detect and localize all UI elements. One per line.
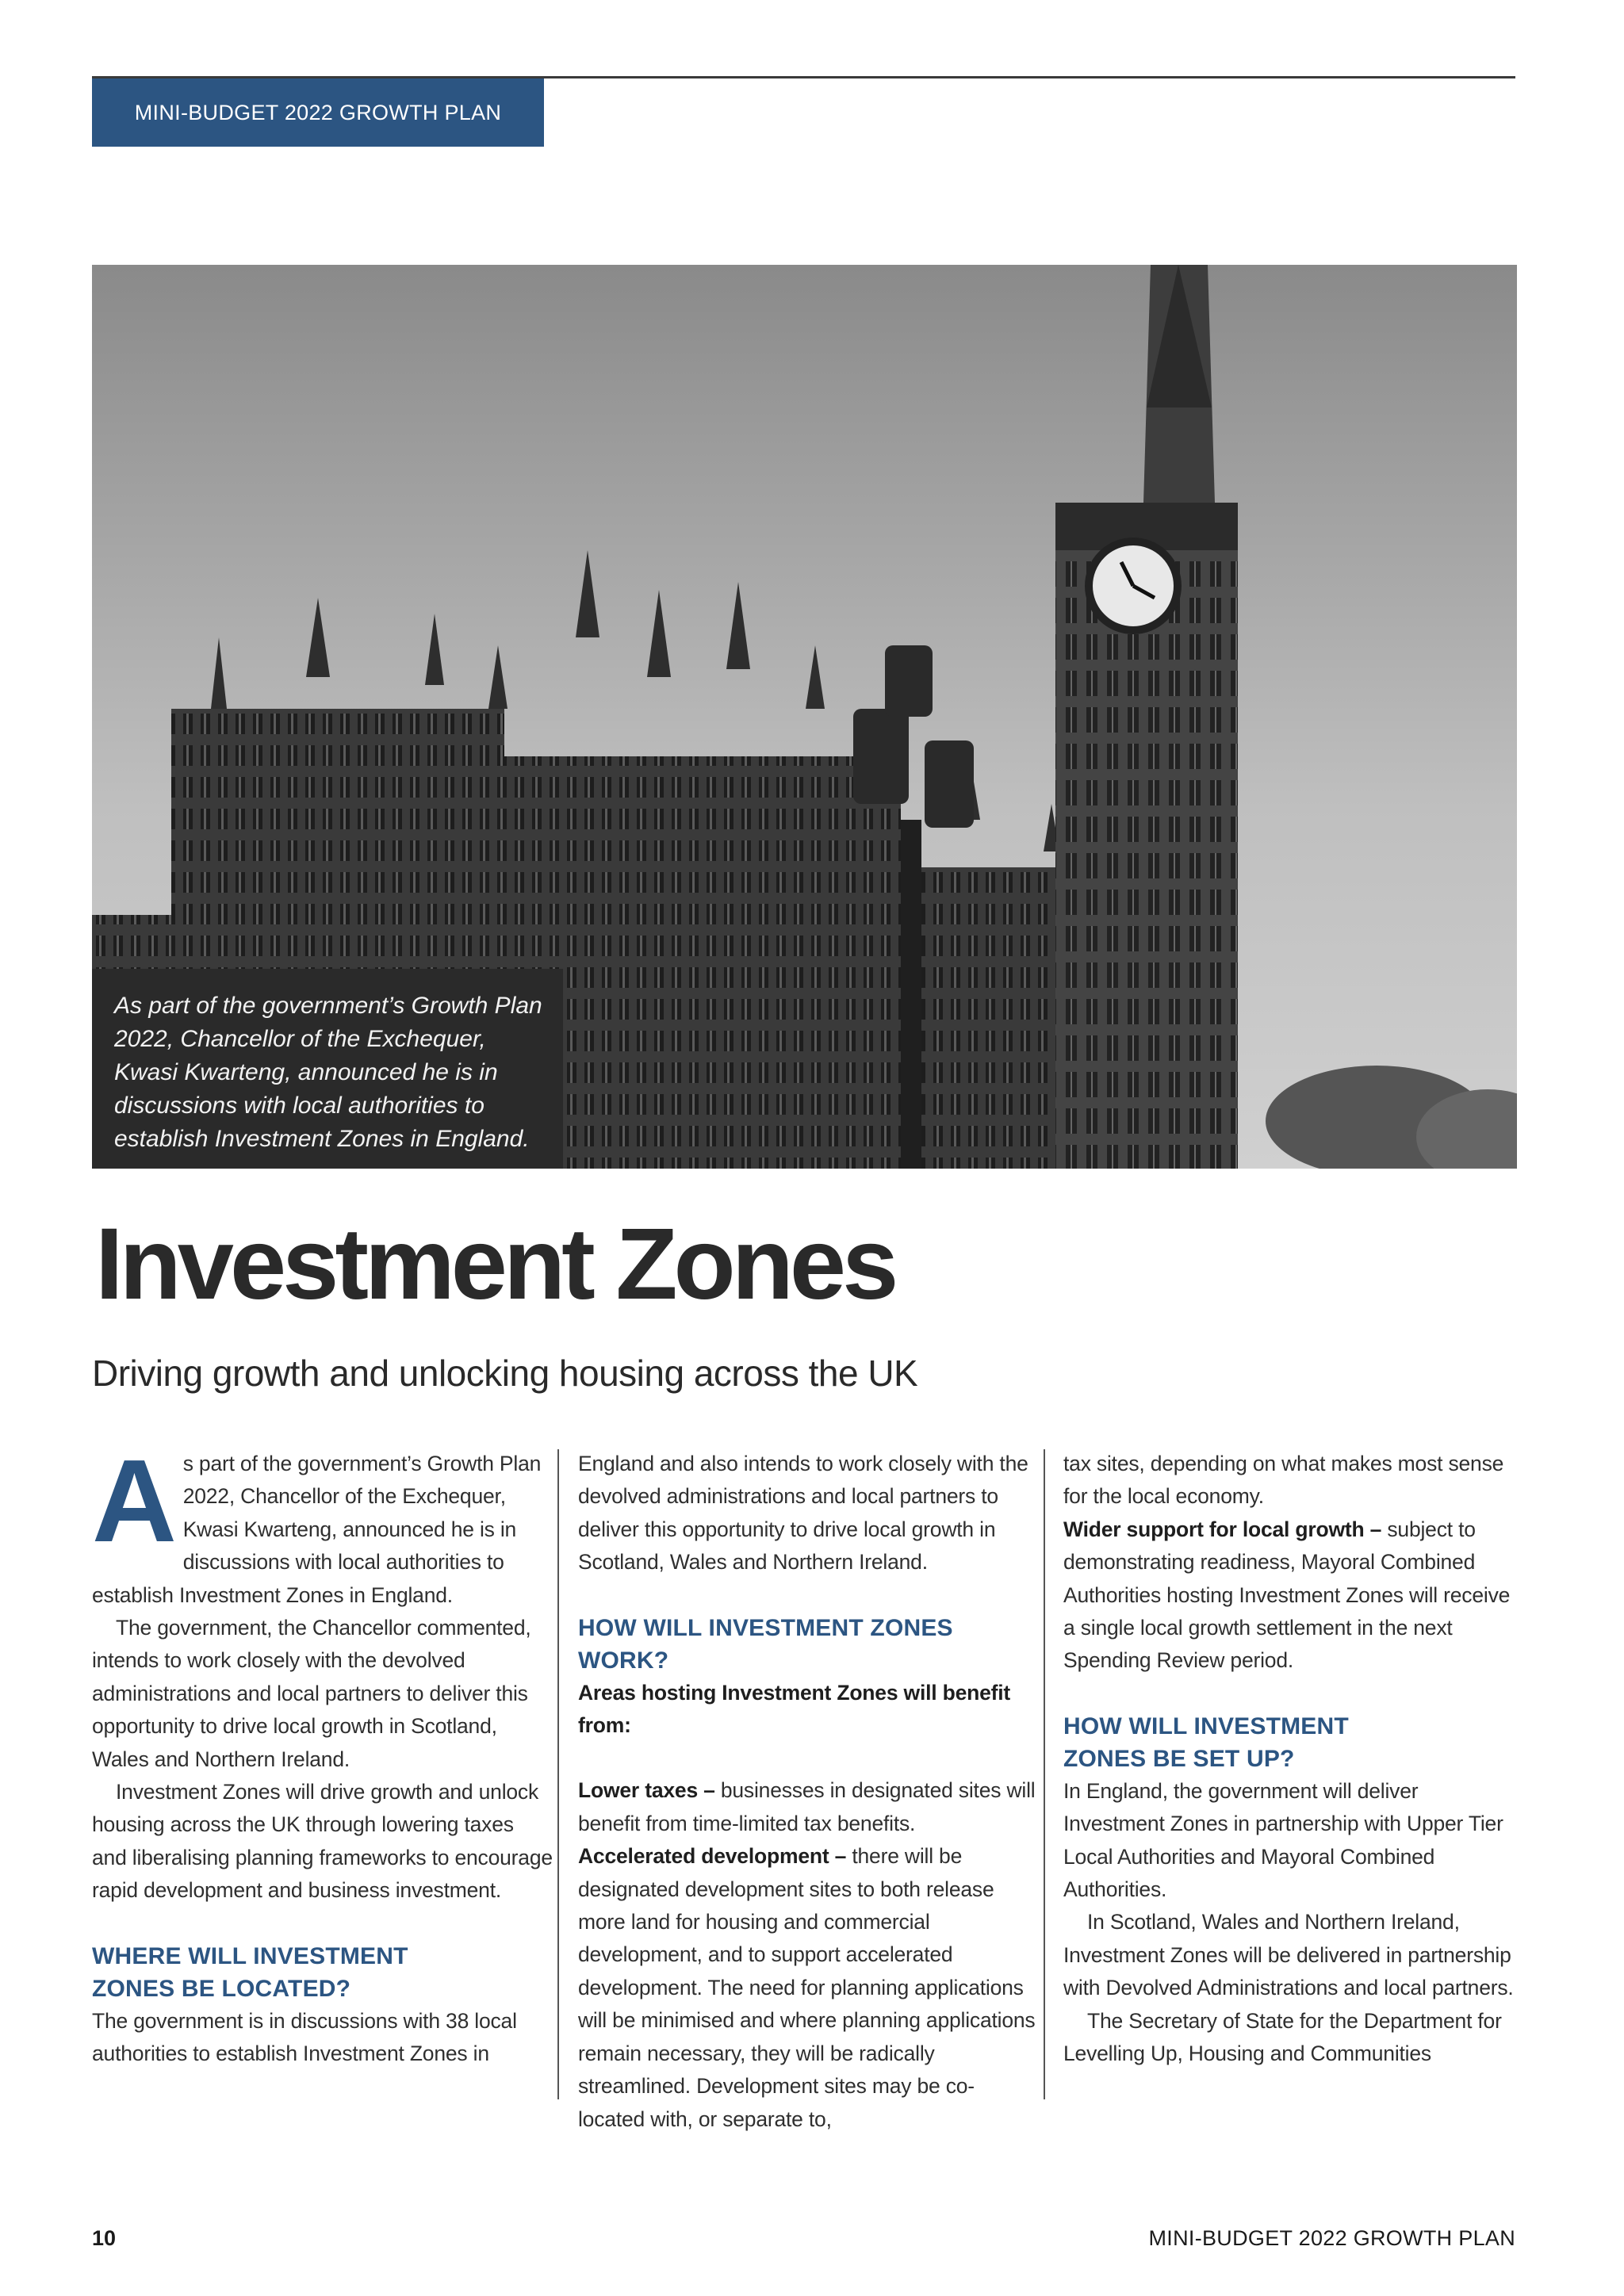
- accelerated-text: there will be designated development sites to both release more land for housing and commercial development, and to support accelerated development. The need for planning applications will be minimised and where planning applications remain necessary, they will be radically streamlined. Development sites may be co-located with, or separate to,: [578, 1844, 1036, 2131]
- column-2: [578, 1448, 1036, 2136]
- benefit-lower-taxes: [578, 1774, 1036, 1840]
- heading-where-located: [92, 1940, 553, 2005]
- lower-taxes-text: businesses in designated sites will benefit from time-limited tax benefits.: [578, 1778, 1036, 1835]
- lower-taxes-label: Lower taxes –: [578, 1778, 715, 1803]
- wider-support-label: Wider support for local growth –: [1063, 1517, 1382, 1541]
- paragraph-england-devolved: England and also intends to work closely with the devolved administrations and local partners to deliver this opportunity to drive local growth in Scotland, Wales and Northern Ireland.: [578, 1452, 1028, 1575]
- page-subtitle: Driving growth and unlocking housing across the UK: [92, 1353, 918, 1394]
- benefit-wider-support: [1063, 1513, 1519, 1678]
- heading-where-line1: WHERE WILL INVESTMENT: [92, 1942, 408, 1969]
- intro-text: s part of the government’s Growth Plan 2022, Chancellor of the Exchequer, Kwasi Kwarteng, announced he is in discussions with local authorities to establish Investment Zones in England.: [92, 1452, 542, 1607]
- benefits-lead: [578, 1677, 1036, 1743]
- benefit-accelerated-development: [578, 1840, 1036, 2136]
- column-divider-2: [1044, 1449, 1045, 2099]
- drop-cap: A: [92, 1436, 177, 1567]
- heading-setup-line1: HOW WILL INVESTMENT: [1063, 1712, 1349, 1739]
- header-tab: [92, 78, 544, 147]
- column-1: [92, 1436, 553, 2071]
- wider-support-text: subject to demonstrating readiness, Mayoral Combined Authorities hosting Investment Zones will receive a single local growth settlement in the next Spending Review period.: [1063, 1517, 1511, 1673]
- heading-set-up: [1063, 1710, 1519, 1775]
- paragraph-devolved-delivery: In Scotland, Wales and Northern Ireland, Investment Zones will be delivered in partnership with Devolved Administrations and local partners.: [1063, 1910, 1514, 2000]
- paragraph-38-authorities: The government is in discussions with 38 local authorities to establish Investment Zones in: [92, 2008, 517, 2066]
- benefits-lead-text: Areas hosting Investment Zones will benefit from:: [578, 1680, 1011, 1738]
- header-tab-label: MINI-BUDGET 2022 GROWTH PLAN: [134, 100, 502, 124]
- heading-where-line2: ZONES BE LOCATED?: [92, 1975, 351, 2002]
- paragraph-chancellor: The government, the Chancellor commented, intends to work closely with the devolved administrations and local partners to deliver this opportunity to drive local growth in Scotland, Wales and Northern Ireland.: [92, 1616, 531, 1771]
- page-title: Investment Zones: [95, 1207, 895, 1321]
- column-3: [1063, 1448, 1519, 2071]
- paragraph-england-delivery: In England, the government will deliver Investment Zones in partnership with Upper Tier Local Authorities and Mayoral Combined Authorities.: [1063, 1778, 1503, 1902]
- paragraph-tax-sites: tax sites, depending on what makes most sense for the local economy.: [1063, 1452, 1504, 1509]
- footer-title: MINI-BUDGET 2022 GROWTH PLAN: [1148, 2226, 1515, 2250]
- paragraph-drive-growth: Investment Zones will drive growth and unlock housing across the UK through lowering taxes and liberalising planning frameworks to encourage rapid development and business investment.: [92, 1780, 553, 1903]
- accelerated-label: Accelerated development –: [578, 1844, 847, 1869]
- column-divider-1: [557, 1449, 559, 2099]
- page-number: 10: [92, 2226, 117, 2250]
- paragraph-secretary-of-state: The Secretary of State for the Department for Levelling Up, Housing and Communities: [1063, 2008, 1502, 2066]
- heading-how-work: HOW WILL INVESTMENT ZONES WORK?: [578, 1614, 953, 1674]
- photo-caption: As part of the government’s Growth Plan 2022, Chancellor of the Exchequer, Kwasi Kwarteng, announced he is in discussions with local authorities to establish Investment Zones in England.: [92, 969, 563, 1169]
- intro-paragraph: [92, 1436, 553, 1612]
- heading-setup-line2: ZONES BE SET UP?: [1063, 1745, 1295, 1772]
